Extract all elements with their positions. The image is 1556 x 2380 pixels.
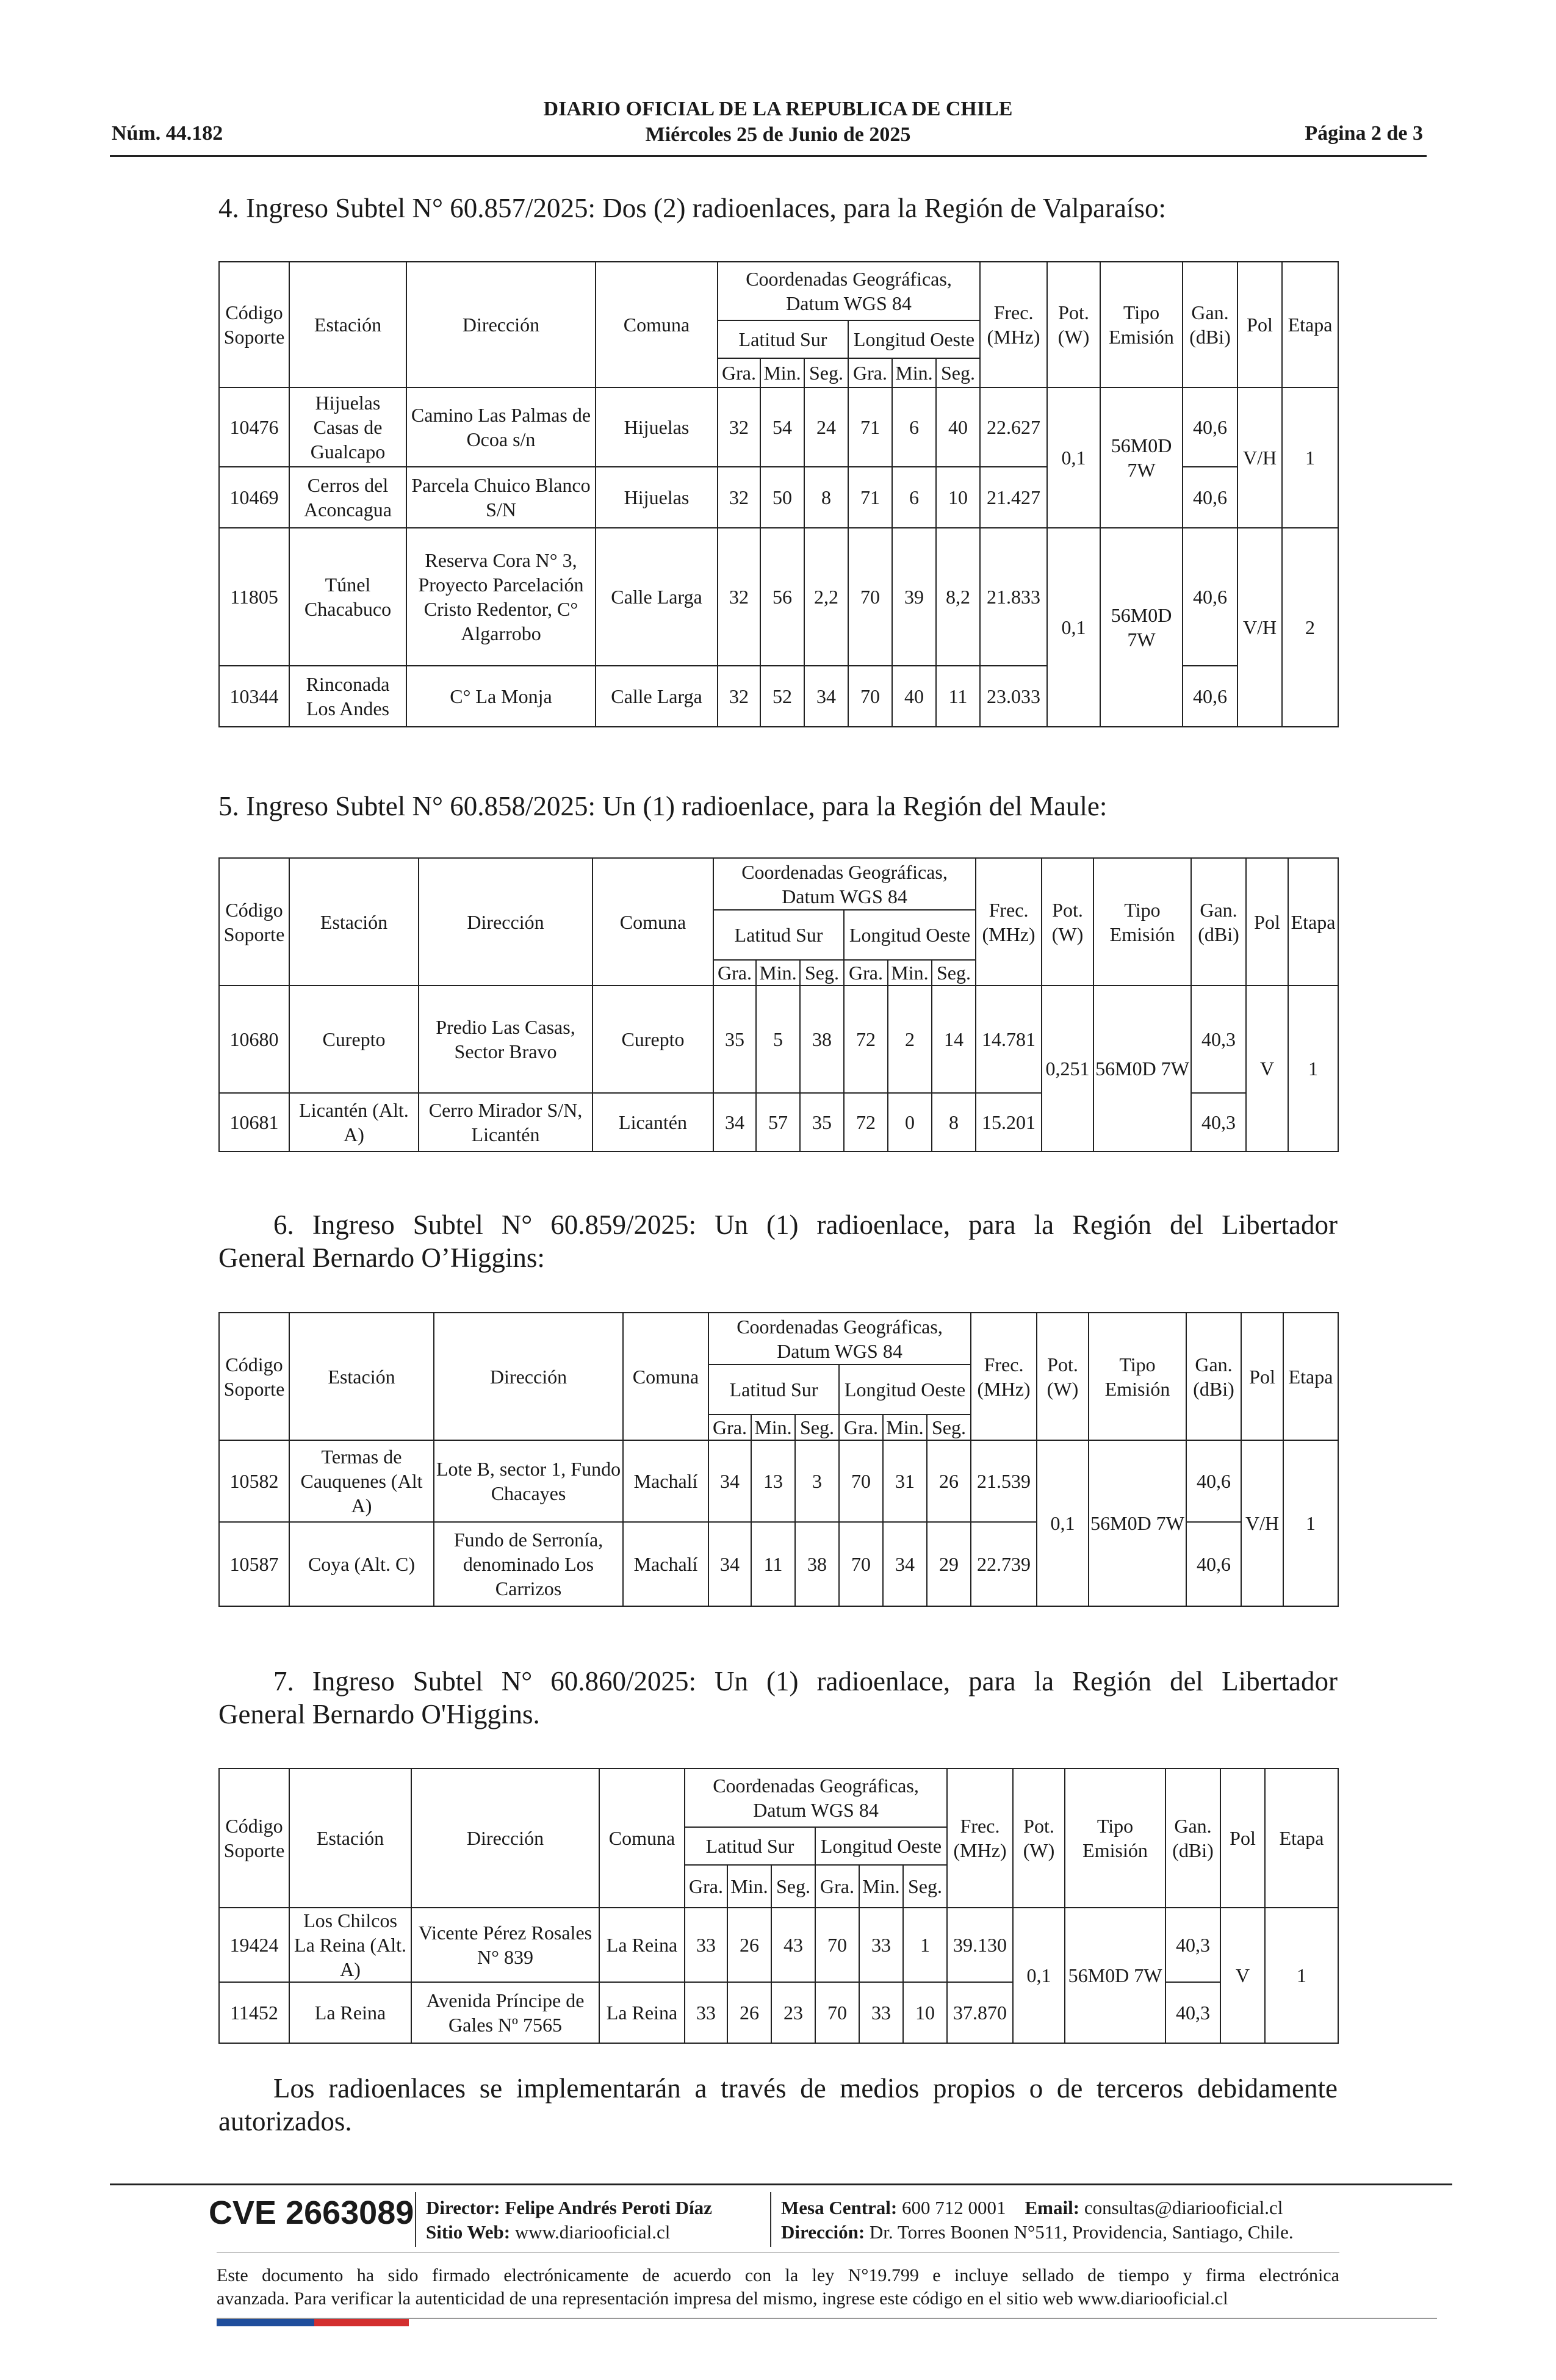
footer-director-block <box>426 2196 712 2245</box>
section-7-title-line2: General Bernardo O'Higgins. <box>218 1699 540 1729</box>
cell-lon-seg: 11 <box>936 666 980 727</box>
col-direccion: Dirección <box>406 262 596 388</box>
col-frec: Frec. (MHz) <box>971 1313 1037 1440</box>
col-coords: Coordenadas Geográficas, Datum WGS 84 <box>708 1313 971 1365</box>
cell-lat-seg: 38 <box>795 1522 839 1606</box>
cell-estacion: Coya (Alt. C) <box>289 1522 434 1606</box>
col-codigo: Código Soporte <box>219 262 289 388</box>
col-lat-min: Min. <box>760 358 804 388</box>
footer-contact-block <box>781 2196 1294 2245</box>
cell-lat-min: 13 <box>751 1440 795 1522</box>
cell-gan: 40,6 <box>1183 528 1237 666</box>
col-coords: Coordenadas Geográficas, Datum WGS 84 <box>713 858 976 910</box>
section-7-title <box>218 1665 1338 1731</box>
phone-number: 600 712 0001 <box>902 2197 1006 2218</box>
col-codigo: Código Soporte <box>219 1313 289 1440</box>
col-gan: Gan. (dBi) <box>1183 262 1237 388</box>
cell-codigo: 10469 <box>219 467 289 528</box>
cell-lon-gra: 70 <box>839 1440 883 1522</box>
col-gan: Gan. (dBi) <box>1186 1313 1241 1440</box>
cell-lat-gra: 32 <box>718 666 760 727</box>
cell-lat-seg: 34 <box>804 666 848 727</box>
cell-etapa: 2 <box>1282 528 1338 727</box>
table-row <box>219 1908 1338 1982</box>
table-row <box>219 986 1338 1093</box>
cell-lon-seg: 10 <box>936 467 980 528</box>
cell-gan: 40,6 <box>1183 388 1237 467</box>
cell-frec: 21.427 <box>980 467 1047 528</box>
col-pol: Pol <box>1220 1769 1265 1908</box>
cell-pol: V/H <box>1237 388 1282 528</box>
col-frec: Frec. (MHz) <box>947 1769 1013 1908</box>
cell-comuna: Hijuelas <box>596 467 718 528</box>
cell-direccion: Reserva Cora N° 3, Proyecto Parcelación Cristo Redentor, C° Algarrobo <box>406 528 596 666</box>
notice-line1: Este documento ha sido firmado electrónicamente de acuerdo con la ley N°19.799 e incluye sellado de tiempo y firma electrónica <box>217 2265 1339 2285</box>
col-lon-seg: Seg. <box>936 358 980 388</box>
journal-title: DIARIO OFICIAL DE LA REPUBLICA DE CHILE <box>543 98 1013 120</box>
cell-gan: 40,6 <box>1183 467 1237 528</box>
col-etapa: Etapa <box>1283 1313 1338 1440</box>
cell-gan: 40,3 <box>1165 1908 1220 1982</box>
col-etapa: Etapa <box>1282 262 1338 388</box>
col-coords: Coordenadas Geográficas, Datum WGS 84 <box>718 262 980 320</box>
col-tipo: Tipo Emisión <box>1089 1313 1186 1440</box>
table-row <box>219 1982 1338 2043</box>
section-6-title-line2: General Bernardo O’Higgins: <box>218 1242 545 1273</box>
closing-paragraph <box>218 2072 1338 2138</box>
cell-lon-gra: 70 <box>839 1522 883 1606</box>
table-section-6 <box>218 1312 1339 1607</box>
cell-estacion: Cerros del Aconcagua <box>289 467 406 528</box>
cell-codigo: 11805 <box>219 528 289 666</box>
cell-lon-gra: 70 <box>815 1908 859 1982</box>
cell-lat-gra: 35 <box>713 986 756 1093</box>
col-latitud: Latitud Sur <box>685 1827 815 1865</box>
table-row <box>219 528 1338 666</box>
section-7-title-line1: 7. Ingreso Subtel N° 60.860/2025: Un (1) radioenlace, para la Región del Libertador <box>273 1666 1338 1697</box>
cell-lat-seg: 8 <box>804 467 848 528</box>
col-lon-min: Min. <box>892 358 936 388</box>
col-lat-seg: Seg. <box>800 960 844 986</box>
col-pot: Pot. (W) <box>1037 1313 1089 1440</box>
cve-code: CVE 2663089 <box>209 2194 414 2231</box>
cell-lon-min: 0 <box>888 1093 932 1152</box>
cell-lon-seg: 8,2 <box>936 528 980 666</box>
col-longitud: Longitud Oeste <box>839 1365 971 1415</box>
cell-frec: 14.781 <box>976 986 1042 1093</box>
cell-lat-seg: 35 <box>800 1093 844 1152</box>
cell-pol: V <box>1220 1908 1265 2043</box>
mesa-label: Mesa Central: <box>781 2197 898 2218</box>
cell-lon-min: 2 <box>888 986 932 1093</box>
cell-pot: 0,1 <box>1037 1440 1089 1606</box>
col-comuna: Comuna <box>593 858 713 986</box>
cell-gan: 40,6 <box>1186 1440 1241 1522</box>
col-latitud: Latitud Sur <box>713 910 844 960</box>
col-lon-gra: Gra. <box>815 1865 859 1908</box>
cell-tipo: 56M0D 7W <box>1093 986 1191 1152</box>
cell-pot: 0,1 <box>1013 1908 1065 2043</box>
col-estacion: Estación <box>289 1313 434 1440</box>
cell-comuna: La Reina <box>599 1908 685 1982</box>
col-longitud: Longitud Oeste <box>815 1827 947 1865</box>
cell-lon-seg: 8 <box>932 1093 976 1152</box>
col-tipo: Tipo Emisión <box>1065 1769 1165 1908</box>
table-row <box>219 388 1338 467</box>
cell-lat-seg: 2,2 <box>804 528 848 666</box>
cell-lon-min: 39 <box>892 528 936 666</box>
cell-comuna: La Reina <box>599 1982 685 2043</box>
col-comuna: Comuna <box>599 1769 685 1908</box>
col-lon-gra: Gra. <box>844 960 888 986</box>
cell-lat-gra: 32 <box>718 388 760 467</box>
issue-date: Miércoles 25 de Junio de 2025 <box>645 123 911 146</box>
cell-gan: 40,6 <box>1183 666 1237 727</box>
col-lon-min: Min. <box>883 1415 927 1440</box>
cell-comuna: Machalí <box>623 1522 708 1606</box>
cell-lat-gra: 34 <box>708 1522 751 1606</box>
cell-estacion: Termas de Cauquenes (Alt A) <box>289 1440 434 1522</box>
cell-pot: 0,1 <box>1047 528 1100 727</box>
cell-lat-seg: 38 <box>800 986 844 1093</box>
cell-comuna: Calle Larga <box>596 666 718 727</box>
address-text: Dr. Torres Boonen N°511, Providencia, Santiago, Chile. <box>869 2221 1294 2243</box>
cell-lon-seg: 40 <box>936 388 980 467</box>
table-section-4 <box>218 261 1339 727</box>
col-estacion: Estación <box>289 1769 411 1908</box>
cell-lon-min: 33 <box>859 1982 903 2043</box>
cell-etapa: 1 <box>1288 986 1338 1152</box>
col-lon-seg: Seg. <box>927 1415 971 1440</box>
col-direccion: Dirección <box>411 1769 599 1908</box>
cell-direccion: C° La Monja <box>406 666 596 727</box>
cell-frec: 21.539 <box>971 1440 1037 1522</box>
cell-frec: 22.739 <box>971 1522 1037 1606</box>
notice-line2: avanzada. Para verificar la autenticidad de una representación impresa del mismo, ingrese este código en el sitio web www.diariooficial.cl <box>217 2288 1228 2309</box>
col-estacion: Estación <box>289 858 419 986</box>
col-lon-gra: Gra. <box>848 358 892 388</box>
cell-lat-min: 11 <box>751 1522 795 1606</box>
cell-estacion: Curepto <box>289 986 419 1093</box>
cell-lon-min: 31 <box>883 1440 927 1522</box>
cell-frec: 15.201 <box>976 1093 1042 1152</box>
cell-pol: V <box>1246 986 1288 1152</box>
cell-codigo: 10681 <box>219 1093 289 1152</box>
address-label: Dirección: <box>781 2221 865 2243</box>
cell-lon-seg: 1 <box>903 1908 947 1982</box>
cell-gan: 40,6 <box>1186 1522 1241 1606</box>
col-etapa: Etapa <box>1288 858 1338 986</box>
col-pot: Pot. (W) <box>1042 858 1093 986</box>
cell-lon-seg: 14 <box>932 986 976 1093</box>
cell-estacion: Licantén (Alt. A) <box>289 1093 419 1152</box>
cell-lat-min: 50 <box>760 467 804 528</box>
col-frec: Frec. (MHz) <box>980 262 1047 388</box>
cell-lon-gra: 70 <box>848 528 892 666</box>
cell-gan: 40,3 <box>1165 1982 1220 2043</box>
cell-frec: 23.033 <box>980 666 1047 727</box>
cell-direccion: Lote B, sector 1, Fundo Chacayes <box>434 1440 623 1522</box>
cell-pol: V/H <box>1237 528 1282 727</box>
table-row <box>219 1440 1338 1522</box>
col-lat-gra: Gra. <box>713 960 756 986</box>
col-latitud: Latitud Sur <box>708 1365 839 1415</box>
signature-notice <box>217 2264 1339 2310</box>
cell-direccion: Predio Las Casas, Sector Bravo <box>419 986 593 1093</box>
col-pot: Pot. (W) <box>1013 1769 1065 1908</box>
col-tipo: Tipo Emisión <box>1093 858 1191 986</box>
header-rule <box>110 155 1427 157</box>
cell-lat-gra: 32 <box>718 467 760 528</box>
col-etapa: Etapa <box>1265 1769 1338 1908</box>
cell-direccion: Avenida Príncipe de Gales Nº 7565 <box>411 1982 599 2043</box>
cell-lat-min: 26 <box>727 1982 771 2043</box>
cell-lat-seg: 43 <box>771 1908 815 1982</box>
cell-direccion: Vicente Pérez Rosales N° 839 <box>411 1908 599 1982</box>
col-lon-seg: Seg. <box>903 1865 947 1908</box>
cell-lat-min: 54 <box>760 388 804 467</box>
cell-lon-gra: 71 <box>848 467 892 528</box>
flag-stripe-blue <box>217 2319 314 2326</box>
col-comuna: Comuna <box>623 1313 708 1440</box>
cell-comuna: Curepto <box>593 986 713 1093</box>
col-lat-gra: Gra. <box>708 1415 751 1440</box>
cell-lat-seg: 24 <box>804 388 848 467</box>
cell-gan: 40,3 <box>1191 1093 1246 1152</box>
col-lon-seg: Seg. <box>932 960 976 986</box>
col-coords: Coordenadas Geográficas, Datum WGS 84 <box>685 1769 947 1827</box>
col-tipo: Tipo Emisión <box>1100 262 1183 388</box>
cell-lon-seg: 26 <box>927 1440 971 1522</box>
cell-comuna: Calle Larga <box>596 528 718 666</box>
cell-estacion: La Reina <box>289 1982 411 2043</box>
cell-lat-gra: 33 <box>685 1982 727 2043</box>
col-lat-min: Min. <box>727 1865 771 1908</box>
cell-lat-min: 56 <box>760 528 804 666</box>
cell-tipo: 56M0D 7W <box>1100 528 1183 727</box>
col-pol: Pol <box>1241 1313 1283 1440</box>
cell-comuna: Licantén <box>593 1093 713 1152</box>
cell-codigo: 10680 <box>219 986 289 1093</box>
cell-codigo: 11452 <box>219 1982 289 2043</box>
col-latitud: Latitud Sur <box>718 320 848 358</box>
cell-lat-min: 57 <box>756 1093 800 1152</box>
col-codigo: Código Soporte <box>219 1769 289 1908</box>
col-lon-gra: Gra. <box>839 1415 883 1440</box>
cell-codigo: 10587 <box>219 1522 289 1606</box>
col-lat-seg: Seg. <box>771 1865 815 1908</box>
cell-estacion: Hijuelas Casas de Gualcapo <box>289 388 406 467</box>
section-4-title: 4. Ingreso Subtel N° 60.857/2025: Dos (2) radioenlaces, para la Región de Valparaíso: <box>218 193 1167 223</box>
col-direccion: Dirección <box>434 1313 623 1440</box>
col-longitud: Longitud Oeste <box>844 910 976 960</box>
cell-etapa: 1 <box>1282 388 1338 528</box>
cell-lat-min: 26 <box>727 1908 771 1982</box>
cell-direccion: Fundo de Serronía, denominado Los Carrizos <box>434 1522 623 1606</box>
cell-gan: 40,3 <box>1191 986 1246 1093</box>
table-section-7 <box>218 1768 1339 2044</box>
email-link[interactable]: consultas@diariooficial.cl <box>1084 2197 1283 2218</box>
cell-comuna: Machalí <box>623 1440 708 1522</box>
page-number: Página 2 de 3 <box>1305 122 1423 145</box>
cell-codigo: 10476 <box>219 388 289 467</box>
cell-lon-gra: 72 <box>844 1093 888 1152</box>
cell-direccion: Cerro Mirador S/N, Licantén <box>419 1093 593 1152</box>
col-gan: Gan. (dBi) <box>1165 1769 1220 1908</box>
cell-lon-min: 40 <box>892 666 936 727</box>
cell-direccion: Camino Las Palmas de Ocoa s/n <box>406 388 596 467</box>
col-comuna: Comuna <box>596 262 718 388</box>
col-lat-min: Min. <box>756 960 800 986</box>
cell-lat-gra: 34 <box>708 1440 751 1522</box>
cell-lat-gra: 33 <box>685 1908 727 1982</box>
cell-tipo: 56M0D 7W <box>1089 1440 1186 1606</box>
cell-lat-min: 5 <box>756 986 800 1093</box>
director-label: Director: <box>426 2197 500 2218</box>
cell-lat-seg: 23 <box>771 1982 815 2043</box>
col-lat-gra: Gra. <box>718 358 760 388</box>
cell-lon-gra: 70 <box>848 666 892 727</box>
cell-lon-min: 34 <box>883 1522 927 1606</box>
cell-tipo: 56M0D 7W <box>1065 1908 1165 2043</box>
cell-frec: 22.627 <box>980 388 1047 467</box>
col-lon-min: Min. <box>859 1865 903 1908</box>
cell-lon-seg: 29 <box>927 1522 971 1606</box>
closing-line1: Los radioenlaces se implementarán a través de medios propios o de terceros debidamente <box>273 2073 1338 2104</box>
col-pol: Pol <box>1246 858 1288 986</box>
web-label: Sitio Web: <box>426 2221 511 2243</box>
col-lat-min: Min. <box>751 1415 795 1440</box>
cell-frec: 37.870 <box>947 1982 1013 2043</box>
cell-lon-gra: 72 <box>844 986 888 1093</box>
cell-codigo: 19424 <box>219 1908 289 1982</box>
cell-comuna: Hijuelas <box>596 388 718 467</box>
col-estacion: Estación <box>289 262 406 388</box>
col-pot: Pot. (W) <box>1047 262 1100 388</box>
section-6-title-line1: 6. Ingreso Subtel N° 60.859/2025: Un (1) radioenlace, para la Región del Libertador <box>273 1210 1338 1240</box>
col-gan: Gan. (dBi) <box>1191 858 1246 986</box>
cell-lon-gra: 71 <box>848 388 892 467</box>
director-name: Felipe Andrés Peroti Díaz <box>505 2197 712 2218</box>
cell-frec: 21.833 <box>980 528 1047 666</box>
col-codigo: Código Soporte <box>219 858 289 986</box>
closing-line2: autorizados. <box>218 2106 352 2137</box>
col-lat-gra: Gra. <box>685 1865 727 1908</box>
col-direccion: Dirección <box>419 858 593 986</box>
cell-lon-min: 33 <box>859 1908 903 1982</box>
cell-codigo: 10582 <box>219 1440 289 1522</box>
cell-pol: V/H <box>1241 1440 1283 1606</box>
footer-divider <box>770 2192 771 2247</box>
cell-direccion: Parcela Chuico Blanco S/N <box>406 467 596 528</box>
cell-codigo: 10344 <box>219 666 289 727</box>
issue-number: Núm. 44.182 <box>112 122 223 145</box>
email-label: Email: <box>1025 2197 1080 2218</box>
cell-frec: 39.130 <box>947 1908 1013 1982</box>
flag-stripe-red <box>314 2319 409 2326</box>
section-5-title: 5. Ingreso Subtel N° 60.858/2025: Un (1) radioenlace, para la Región del Maule: <box>218 791 1108 821</box>
footer-divider <box>415 2192 416 2247</box>
cell-lat-min: 52 <box>760 666 804 727</box>
col-frec: Frec. (MHz) <box>976 858 1042 986</box>
cell-tipo: 56M0D 7W <box>1100 388 1183 528</box>
cell-lon-seg: 10 <box>903 1982 947 2043</box>
cell-lon-min: 6 <box>892 467 936 528</box>
website-link[interactable]: www.diariooficial.cl <box>514 2221 671 2243</box>
cell-lon-gra: 70 <box>815 1982 859 2043</box>
footer-rule <box>110 2183 1452 2185</box>
col-lon-min: Min. <box>888 960 932 986</box>
cell-estacion: Túnel Chacabuco <box>289 528 406 666</box>
cell-lat-gra: 34 <box>713 1093 756 1152</box>
cell-etapa: 1 <box>1283 1440 1338 1606</box>
section-6-title <box>218 1208 1338 1274</box>
cell-etapa: 1 <box>1265 1908 1338 2043</box>
cell-lon-min: 6 <box>892 388 936 467</box>
table-section-5 <box>218 857 1339 1152</box>
cell-lat-gra: 32 <box>718 528 760 666</box>
cell-pot: 0,1 <box>1047 388 1100 528</box>
col-longitud: Longitud Oeste <box>848 320 980 358</box>
col-lat-seg: Seg. <box>795 1415 839 1440</box>
col-lat-seg: Seg. <box>804 358 848 388</box>
cell-lat-seg: 3 <box>795 1440 839 1522</box>
cell-pot: 0,251 <box>1042 986 1093 1152</box>
col-pol: Pol <box>1237 262 1282 388</box>
cell-estacion: Rinconada Los Andes <box>289 666 406 727</box>
cell-estacion: Los Chilcos La Reina (Alt. A) <box>289 1908 411 1982</box>
